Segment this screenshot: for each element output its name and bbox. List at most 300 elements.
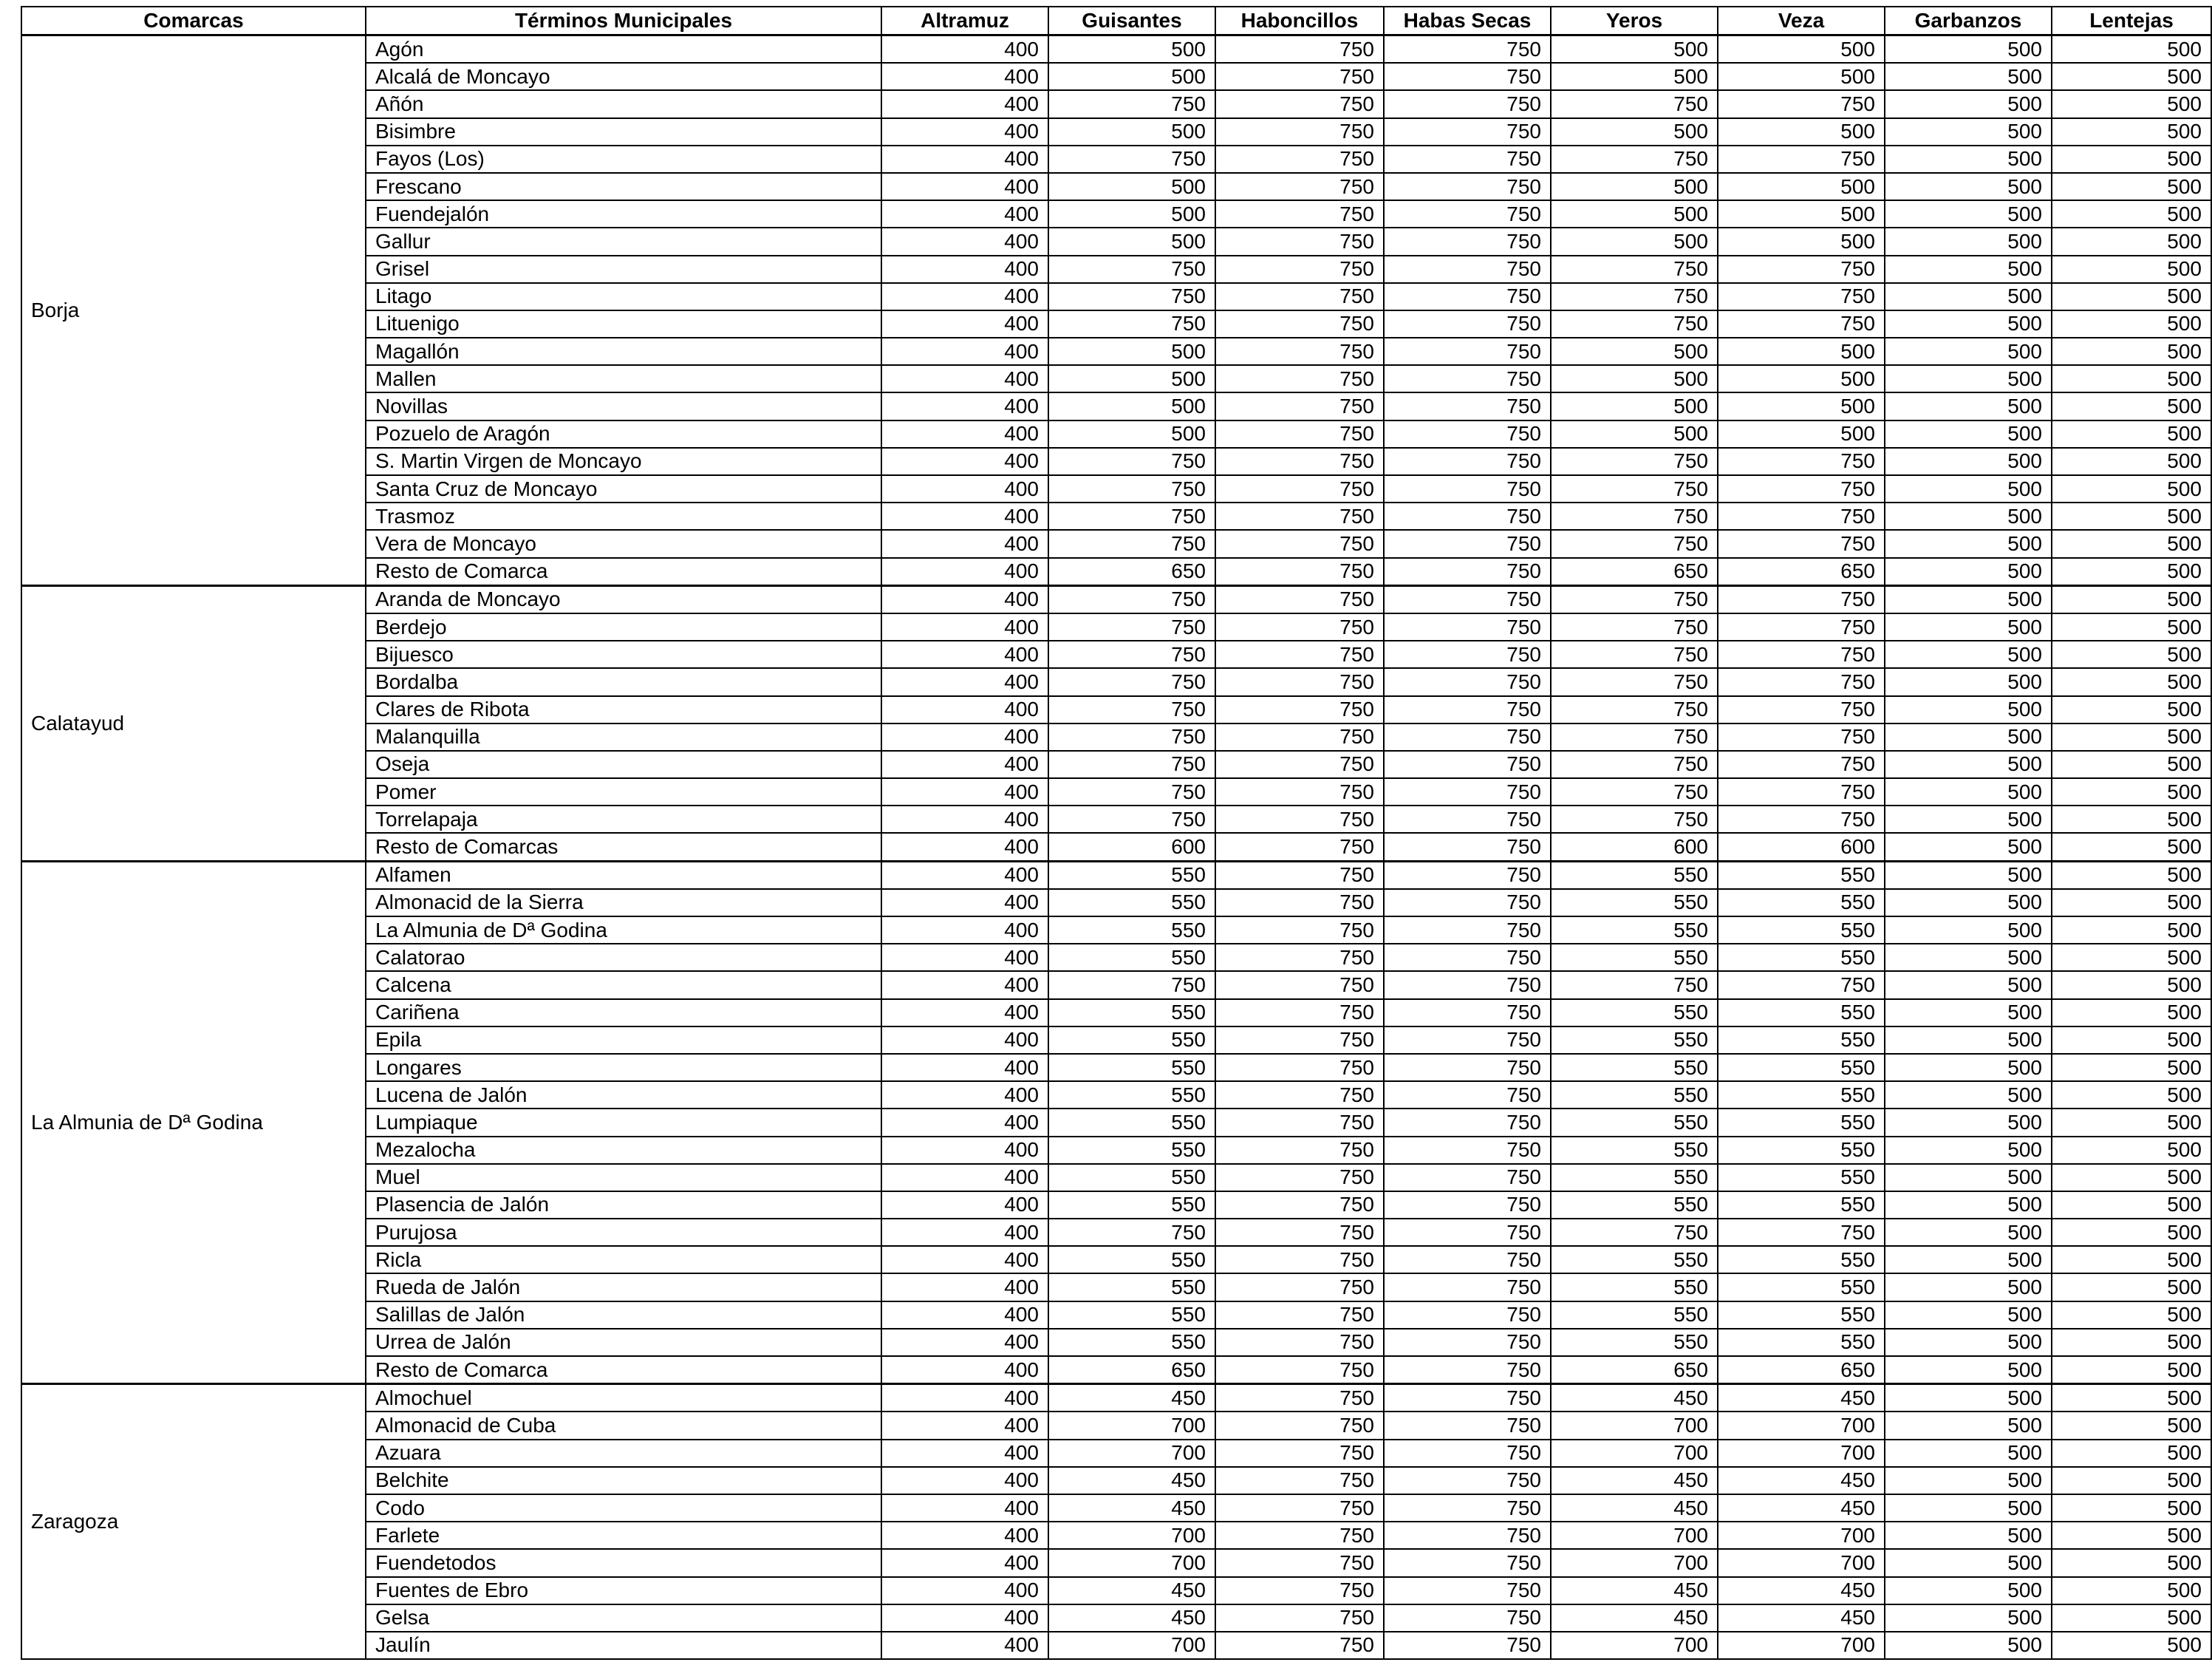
- haboncillos-value-cell: 750: [1215, 585, 1384, 613]
- guisantes-value-cell: 550: [1048, 1329, 1215, 1356]
- altramuz-value-cell: 400: [881, 806, 1048, 833]
- guisantes-value-cell: 550: [1048, 916, 1215, 944]
- habas-secas-value-cell: 750: [1384, 146, 1551, 173]
- yeros-value-cell: 750: [1551, 503, 1718, 530]
- haboncillos-value-cell: 750: [1215, 1026, 1384, 1054]
- veza-value-cell: 500: [1718, 338, 1885, 365]
- yeros-value-cell: 750: [1551, 310, 1718, 338]
- lentejas-value-cell: 500: [2052, 1384, 2211, 1412]
- haboncillos-value-cell: 750: [1215, 1054, 1384, 1081]
- haboncillos-value-cell: 750: [1215, 1577, 1384, 1604]
- garbanzos-value-cell: 500: [1885, 1026, 2052, 1054]
- garbanzos-value-cell: 500: [1885, 1604, 2052, 1632]
- table-header: [21, 7, 2211, 35]
- guisantes-value-cell: 750: [1048, 90, 1215, 118]
- garbanzos-value-cell: 500: [1885, 63, 2052, 90]
- municipio-cell: Codo: [366, 1494, 881, 1522]
- haboncillos-value-cell: 750: [1215, 365, 1384, 392]
- lentejas-value-cell: 500: [2052, 1577, 2211, 1604]
- municipio-cell: Muel: [366, 1164, 881, 1191]
- veza-value-cell: 750: [1718, 696, 1885, 723]
- yeros-value-cell: 500: [1551, 118, 1718, 146]
- lentejas-value-cell: 500: [2052, 1604, 2211, 1632]
- yeros-value-cell: 750: [1551, 723, 1718, 751]
- garbanzos-value-cell: 500: [1885, 503, 2052, 530]
- habas-secas-value-cell: 750: [1384, 365, 1551, 392]
- altramuz-value-cell: 400: [881, 751, 1048, 778]
- habas-secas-value-cell: 750: [1384, 530, 1551, 557]
- guisantes-value-cell: 550: [1048, 999, 1215, 1026]
- municipio-cell: Mallen: [366, 365, 881, 392]
- haboncillos-value-cell: 750: [1215, 1164, 1384, 1191]
- guisantes-value-cell: 550: [1048, 1273, 1215, 1301]
- yeros-value-cell: 500: [1551, 338, 1718, 365]
- veza-value-cell: 750: [1718, 778, 1885, 806]
- lentejas-value-cell: 500: [2052, 641, 2211, 668]
- altramuz-value-cell: 400: [881, 1273, 1048, 1301]
- guisantes-value-cell: 750: [1048, 503, 1215, 530]
- garbanzos-value-cell: 500: [1885, 806, 2052, 833]
- garbanzos-value-cell: 500: [1885, 338, 2052, 365]
- lentejas-value-cell: 500: [2052, 668, 2211, 695]
- lentejas-value-cell: 500: [2052, 365, 2211, 392]
- municipio-cell: Calatorao: [366, 944, 881, 971]
- comarca-cell: La Almunia de Dª Godina: [21, 861, 366, 1384]
- yeros-value-cell: 550: [1551, 916, 1718, 944]
- garbanzos-value-cell: 500: [1885, 118, 2052, 146]
- haboncillos-value-cell: 750: [1215, 1219, 1384, 1246]
- veza-value-cell: 550: [1718, 1026, 1885, 1054]
- altramuz-value-cell: 400: [881, 971, 1048, 998]
- altramuz-value-cell: 400: [881, 585, 1048, 613]
- garbanzos-value-cell: 500: [1885, 1356, 2052, 1384]
- altramuz-value-cell: 400: [881, 146, 1048, 173]
- altramuz-value-cell: 400: [881, 173, 1048, 200]
- lentejas-value-cell: 500: [2052, 613, 2211, 641]
- habas-secas-value-cell: 750: [1384, 200, 1551, 228]
- habas-secas-value-cell: 750: [1384, 833, 1551, 861]
- guisantes-value-cell: 500: [1048, 173, 1215, 200]
- lentejas-value-cell: 500: [2052, 503, 2211, 530]
- yeros-value-cell: 450: [1551, 1577, 1718, 1604]
- header-haboncillos: Haboncillos: [1215, 7, 1384, 35]
- veza-value-cell: 550: [1718, 999, 1885, 1026]
- header-lentejas: Lentejas: [2052, 7, 2211, 35]
- municipio-cell: Bisimbre: [366, 118, 881, 146]
- municipio-cell: Gallur: [366, 228, 881, 255]
- garbanzos-value-cell: 500: [1885, 256, 2052, 283]
- municipio-cell: Grisel: [366, 256, 881, 283]
- habas-secas-value-cell: 750: [1384, 1467, 1551, 1494]
- garbanzos-value-cell: 500: [1885, 173, 2052, 200]
- garbanzos-value-cell: 500: [1885, 1412, 2052, 1439]
- yeros-value-cell: 750: [1551, 806, 1718, 833]
- haboncillos-value-cell: 750: [1215, 392, 1384, 420]
- guisantes-value-cell: 750: [1048, 585, 1215, 613]
- altramuz-value-cell: 400: [881, 310, 1048, 338]
- haboncillos-value-cell: 750: [1215, 35, 1384, 64]
- garbanzos-value-cell: 500: [1885, 448, 2052, 475]
- lentejas-value-cell: 500: [2052, 889, 2211, 916]
- veza-value-cell: 500: [1718, 228, 1885, 255]
- yeros-value-cell: 550: [1551, 1137, 1718, 1164]
- veza-value-cell: 750: [1718, 585, 1885, 613]
- haboncillos-value-cell: 750: [1215, 1301, 1384, 1329]
- habas-secas-value-cell: 750: [1384, 751, 1551, 778]
- municipio-cell: Resto de Comarca: [366, 558, 881, 586]
- municipio-cell: Ricla: [366, 1246, 881, 1273]
- guisantes-value-cell: 750: [1048, 146, 1215, 173]
- altramuz-value-cell: 400: [881, 475, 1048, 503]
- municipio-cell: Urrea de Jalón: [366, 1329, 881, 1356]
- yeros-value-cell: 750: [1551, 751, 1718, 778]
- table-row: [21, 35, 2211, 64]
- altramuz-value-cell: 400: [881, 723, 1048, 751]
- yeros-value-cell: 450: [1551, 1384, 1718, 1412]
- altramuz-value-cell: 400: [881, 861, 1048, 889]
- habas-secas-value-cell: 750: [1384, 228, 1551, 255]
- municipio-cell: Lituenigo: [366, 310, 881, 338]
- garbanzos-value-cell: 500: [1885, 200, 2052, 228]
- table-row: [21, 585, 2211, 613]
- yeros-value-cell: 700: [1551, 1440, 1718, 1467]
- habas-secas-value-cell: 750: [1384, 1440, 1551, 1467]
- guisantes-value-cell: 550: [1048, 889, 1215, 916]
- altramuz-value-cell: 400: [881, 1164, 1048, 1191]
- guisantes-value-cell: 450: [1048, 1384, 1215, 1412]
- lentejas-value-cell: 500: [2052, 63, 2211, 90]
- habas-secas-value-cell: 750: [1384, 585, 1551, 613]
- haboncillos-value-cell: 750: [1215, 833, 1384, 861]
- guisantes-value-cell: 500: [1048, 338, 1215, 365]
- garbanzos-value-cell: 500: [1885, 723, 2052, 751]
- lentejas-value-cell: 500: [2052, 696, 2211, 723]
- guisantes-value-cell: 550: [1048, 1191, 1215, 1219]
- altramuz-value-cell: 400: [881, 448, 1048, 475]
- guisantes-value-cell: 550: [1048, 1026, 1215, 1054]
- guisantes-value-cell: 750: [1048, 310, 1215, 338]
- yeros-value-cell: 700: [1551, 1632, 1718, 1659]
- header-terminos-municipales: Términos Municipales: [366, 7, 881, 35]
- garbanzos-value-cell: 500: [1885, 365, 2052, 392]
- garbanzos-value-cell: 500: [1885, 1494, 2052, 1522]
- haboncillos-value-cell: 750: [1215, 475, 1384, 503]
- veza-value-cell: 750: [1718, 310, 1885, 338]
- guisantes-value-cell: 700: [1048, 1522, 1215, 1549]
- altramuz-value-cell: 400: [881, 1329, 1048, 1356]
- veza-value-cell: 550: [1718, 916, 1885, 944]
- lentejas-value-cell: 500: [2052, 1164, 2211, 1191]
- habas-secas-value-cell: 750: [1384, 1301, 1551, 1329]
- lentejas-value-cell: 500: [2052, 1467, 2211, 1494]
- garbanzos-value-cell: 500: [1885, 585, 2052, 613]
- yeros-value-cell: 750: [1551, 696, 1718, 723]
- habas-secas-value-cell: 750: [1384, 1219, 1551, 1246]
- garbanzos-value-cell: 500: [1885, 889, 2052, 916]
- lentejas-value-cell: 500: [2052, 392, 2211, 420]
- municipio-cell: Alfamen: [366, 861, 881, 889]
- lentejas-value-cell: 500: [2052, 1494, 2211, 1522]
- lentejas-value-cell: 500: [2052, 256, 2211, 283]
- yeros-value-cell: 700: [1551, 1549, 1718, 1576]
- lentejas-value-cell: 500: [2052, 228, 2211, 255]
- haboncillos-value-cell: 750: [1215, 228, 1384, 255]
- veza-value-cell: 500: [1718, 118, 1885, 146]
- haboncillos-value-cell: 750: [1215, 1109, 1384, 1136]
- yeros-value-cell: 550: [1551, 1329, 1718, 1356]
- altramuz-value-cell: 400: [881, 530, 1048, 557]
- lentejas-value-cell: 500: [2052, 530, 2211, 557]
- municipio-cell: Pomer: [366, 778, 881, 806]
- comarca-cell: Borja: [21, 35, 366, 586]
- municipio-cell: Santa Cruz de Moncayo: [366, 475, 881, 503]
- garbanzos-value-cell: 500: [1885, 1109, 2052, 1136]
- guisantes-value-cell: 700: [1048, 1440, 1215, 1467]
- yeros-value-cell: 750: [1551, 641, 1718, 668]
- lentejas-value-cell: 500: [2052, 585, 2211, 613]
- garbanzos-value-cell: 500: [1885, 778, 2052, 806]
- lentejas-value-cell: 500: [2052, 999, 2211, 1026]
- veza-value-cell: 750: [1718, 971, 1885, 998]
- yeros-value-cell: 550: [1551, 1273, 1718, 1301]
- veza-value-cell: 750: [1718, 146, 1885, 173]
- comarca-cell: Calatayud: [21, 585, 366, 861]
- municipio-cell: Azuara: [366, 1440, 881, 1467]
- garbanzos-value-cell: 500: [1885, 751, 2052, 778]
- lentejas-value-cell: 500: [2052, 833, 2211, 861]
- municipio-cell: Litago: [366, 283, 881, 310]
- veza-value-cell: 550: [1718, 1191, 1885, 1219]
- garbanzos-value-cell: 500: [1885, 1246, 2052, 1273]
- yeros-value-cell: 750: [1551, 971, 1718, 998]
- garbanzos-value-cell: 500: [1885, 228, 2052, 255]
- haboncillos-value-cell: 750: [1215, 1137, 1384, 1164]
- lentejas-value-cell: 500: [2052, 118, 2211, 146]
- habas-secas-value-cell: 750: [1384, 1494, 1551, 1522]
- veza-value-cell: 500: [1718, 35, 1885, 64]
- habas-secas-value-cell: 750: [1384, 503, 1551, 530]
- habas-secas-value-cell: 750: [1384, 696, 1551, 723]
- header-comarcas: Comarcas: [21, 7, 366, 35]
- garbanzos-value-cell: 500: [1885, 475, 2052, 503]
- veza-value-cell: 750: [1718, 530, 1885, 557]
- municipio-cell: Fuendetodos: [366, 1549, 881, 1576]
- guisantes-value-cell: 550: [1048, 1109, 1215, 1136]
- veza-value-cell: 450: [1718, 1604, 1885, 1632]
- municipio-cell: Fayos (Los): [366, 146, 881, 173]
- habas-secas-value-cell: 750: [1384, 420, 1551, 448]
- habas-secas-value-cell: 750: [1384, 310, 1551, 338]
- haboncillos-value-cell: 750: [1215, 118, 1384, 146]
- municipio-cell: Pozuelo de Aragón: [366, 420, 881, 448]
- guisantes-value-cell: 500: [1048, 200, 1215, 228]
- guisantes-value-cell: 750: [1048, 283, 1215, 310]
- guisantes-value-cell: 700: [1048, 1549, 1215, 1576]
- guisantes-value-cell: 750: [1048, 475, 1215, 503]
- altramuz-value-cell: 400: [881, 1109, 1048, 1136]
- habas-secas-value-cell: 750: [1384, 63, 1551, 90]
- yeros-value-cell: 500: [1551, 420, 1718, 448]
- guisantes-value-cell: 550: [1048, 861, 1215, 889]
- haboncillos-value-cell: 750: [1215, 1081, 1384, 1109]
- garbanzos-value-cell: 500: [1885, 1577, 2052, 1604]
- guisantes-value-cell: 750: [1048, 971, 1215, 998]
- yeros-value-cell: 750: [1551, 585, 1718, 613]
- garbanzos-value-cell: 500: [1885, 1522, 2052, 1549]
- haboncillos-value-cell: 750: [1215, 668, 1384, 695]
- garbanzos-value-cell: 500: [1885, 944, 2052, 971]
- altramuz-value-cell: 400: [881, 696, 1048, 723]
- habas-secas-value-cell: 750: [1384, 1081, 1551, 1109]
- yeros-value-cell: 550: [1551, 889, 1718, 916]
- lentejas-value-cell: 500: [2052, 35, 2211, 64]
- habas-secas-value-cell: 750: [1384, 889, 1551, 916]
- veza-value-cell: 750: [1718, 283, 1885, 310]
- habas-secas-value-cell: 750: [1384, 1054, 1551, 1081]
- garbanzos-value-cell: 500: [1885, 999, 2052, 1026]
- municipio-cell: Fuendejalón: [366, 200, 881, 228]
- garbanzos-value-cell: 500: [1885, 1054, 2052, 1081]
- veza-value-cell: 550: [1718, 1246, 1885, 1273]
- garbanzos-value-cell: 500: [1885, 1549, 2052, 1576]
- yeros-value-cell: 750: [1551, 613, 1718, 641]
- habas-secas-value-cell: 750: [1384, 1026, 1551, 1054]
- altramuz-value-cell: 400: [881, 1577, 1048, 1604]
- garbanzos-value-cell: 500: [1885, 146, 2052, 173]
- veza-value-cell: 450: [1718, 1577, 1885, 1604]
- habas-secas-value-cell: 750: [1384, 256, 1551, 283]
- haboncillos-value-cell: 750: [1215, 283, 1384, 310]
- veza-value-cell: 700: [1718, 1412, 1885, 1439]
- yeros-value-cell: 750: [1551, 778, 1718, 806]
- haboncillos-value-cell: 750: [1215, 1384, 1384, 1412]
- guisantes-value-cell: 750: [1048, 256, 1215, 283]
- garbanzos-value-cell: 500: [1885, 1301, 2052, 1329]
- habas-secas-value-cell: 750: [1384, 613, 1551, 641]
- habas-secas-value-cell: 750: [1384, 1191, 1551, 1219]
- yeros-value-cell: 600: [1551, 833, 1718, 861]
- altramuz-value-cell: 400: [881, 283, 1048, 310]
- habas-secas-value-cell: 750: [1384, 944, 1551, 971]
- habas-secas-value-cell: 750: [1384, 283, 1551, 310]
- haboncillos-value-cell: 750: [1215, 90, 1384, 118]
- veza-value-cell: 750: [1718, 723, 1885, 751]
- haboncillos-value-cell: 750: [1215, 1522, 1384, 1549]
- municipio-cell: La Almunia de Dª Godina: [366, 916, 881, 944]
- lentejas-value-cell: 500: [2052, 173, 2211, 200]
- haboncillos-value-cell: 750: [1215, 613, 1384, 641]
- altramuz-value-cell: 400: [881, 338, 1048, 365]
- guisantes-value-cell: 500: [1048, 63, 1215, 90]
- garbanzos-value-cell: 500: [1885, 1632, 2052, 1659]
- habas-secas-value-cell: 750: [1384, 392, 1551, 420]
- lentejas-value-cell: 500: [2052, 1440, 2211, 1467]
- lentejas-value-cell: 500: [2052, 90, 2211, 118]
- municipio-cell: Novillas: [366, 392, 881, 420]
- veza-value-cell: 500: [1718, 420, 1885, 448]
- lentejas-value-cell: 500: [2052, 338, 2211, 365]
- habas-secas-value-cell: 750: [1384, 118, 1551, 146]
- municipio-cell: S. Martin Virgen de Moncayo: [366, 448, 881, 475]
- municipio-cell: Farlete: [366, 1522, 881, 1549]
- altramuz-value-cell: 400: [881, 392, 1048, 420]
- haboncillos-value-cell: 750: [1215, 1329, 1384, 1356]
- veza-value-cell: 650: [1718, 558, 1885, 586]
- guisantes-value-cell: 550: [1048, 1054, 1215, 1081]
- guisantes-value-cell: 550: [1048, 1301, 1215, 1329]
- garbanzos-value-cell: 500: [1885, 916, 2052, 944]
- yeros-value-cell: 550: [1551, 1191, 1718, 1219]
- guisantes-value-cell: 700: [1048, 1632, 1215, 1659]
- guisantes-value-cell: 650: [1048, 1356, 1215, 1384]
- haboncillos-value-cell: 750: [1215, 530, 1384, 557]
- altramuz-value-cell: 400: [881, 558, 1048, 586]
- haboncillos-value-cell: 750: [1215, 696, 1384, 723]
- comarca-cell: Zaragoza: [21, 1384, 366, 1659]
- yeros-value-cell: 650: [1551, 1356, 1718, 1384]
- garbanzos-value-cell: 500: [1885, 1219, 2052, 1246]
- municipio-cell: Añón: [366, 90, 881, 118]
- table-row: [21, 1384, 2211, 1412]
- yeros-value-cell: 500: [1551, 63, 1718, 90]
- yeros-value-cell: 500: [1551, 35, 1718, 64]
- habas-secas-value-cell: 750: [1384, 338, 1551, 365]
- altramuz-value-cell: 400: [881, 641, 1048, 668]
- guisantes-value-cell: 500: [1048, 228, 1215, 255]
- haboncillos-value-cell: 750: [1215, 338, 1384, 365]
- garbanzos-value-cell: 500: [1885, 90, 2052, 118]
- guisantes-value-cell: 450: [1048, 1577, 1215, 1604]
- lentejas-value-cell: 500: [2052, 1137, 2211, 1164]
- veza-value-cell: 550: [1718, 861, 1885, 889]
- altramuz-value-cell: 400: [881, 1412, 1048, 1439]
- municipio-cell: Bijuesco: [366, 641, 881, 668]
- habas-secas-value-cell: 750: [1384, 806, 1551, 833]
- guisantes-value-cell: 700: [1048, 1412, 1215, 1439]
- guisantes-value-cell: 550: [1048, 1246, 1215, 1273]
- habas-secas-value-cell: 750: [1384, 1632, 1551, 1659]
- haboncillos-value-cell: 750: [1215, 1246, 1384, 1273]
- yeros-value-cell: 700: [1551, 1522, 1718, 1549]
- yeros-value-cell: 550: [1551, 1246, 1718, 1273]
- veza-value-cell: 750: [1718, 475, 1885, 503]
- habas-secas-value-cell: 750: [1384, 1137, 1551, 1164]
- veza-value-cell: 500: [1718, 63, 1885, 90]
- lentejas-value-cell: 500: [2052, 971, 2211, 998]
- header-habas-secas: Habas Secas: [1384, 7, 1551, 35]
- lentejas-value-cell: 500: [2052, 723, 2211, 751]
- municipio-cell: Almonacid de Cuba: [366, 1412, 881, 1439]
- guisantes-value-cell: 750: [1048, 530, 1215, 557]
- municipio-cell: Agón: [366, 35, 881, 64]
- municipio-cell: Plasencia de Jalón: [366, 1191, 881, 1219]
- altramuz-value-cell: 400: [881, 1301, 1048, 1329]
- habas-secas-value-cell: 750: [1384, 916, 1551, 944]
- habas-secas-value-cell: 750: [1384, 641, 1551, 668]
- haboncillos-value-cell: 750: [1215, 1494, 1384, 1522]
- header-guisantes: Guisantes: [1048, 7, 1215, 35]
- veza-value-cell: 750: [1718, 503, 1885, 530]
- garbanzos-value-cell: 500: [1885, 971, 2052, 998]
- haboncillos-value-cell: 750: [1215, 1356, 1384, 1384]
- garbanzos-value-cell: 500: [1885, 668, 2052, 695]
- yeros-value-cell: 750: [1551, 90, 1718, 118]
- lentejas-value-cell: 500: [2052, 944, 2211, 971]
- veza-value-cell: 600: [1718, 833, 1885, 861]
- municipio-cell: Oseja: [366, 751, 881, 778]
- municipio-cell: Aranda de Moncayo: [366, 585, 881, 613]
- garbanzos-value-cell: 500: [1885, 696, 2052, 723]
